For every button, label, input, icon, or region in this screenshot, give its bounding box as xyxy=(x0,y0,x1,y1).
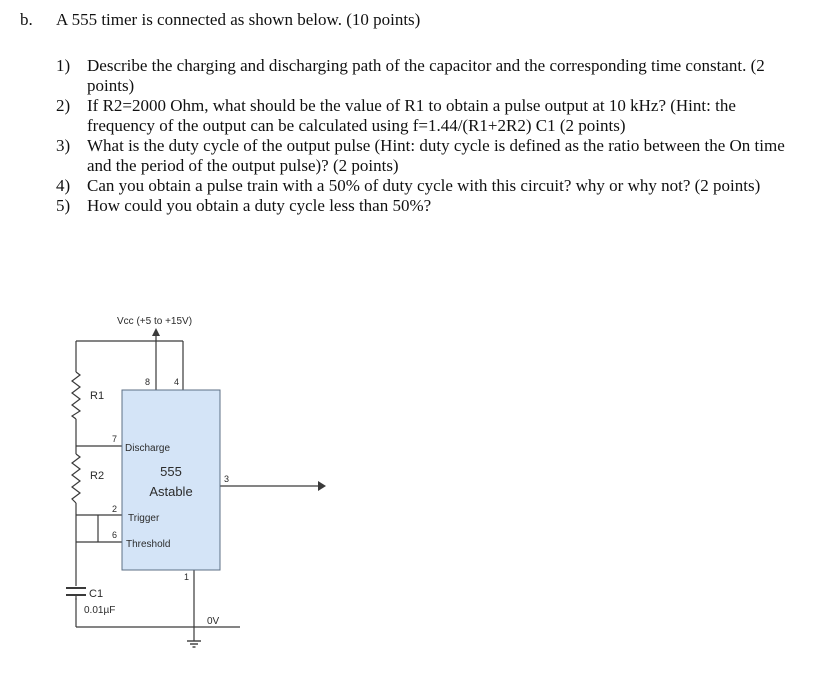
heading-text: A 555 timer is connected as shown below. (10 points) xyxy=(56,10,421,29)
r2-label: R2 xyxy=(90,470,105,482)
question-item xyxy=(56,176,801,196)
output-arrow-icon xyxy=(318,481,326,491)
question-item xyxy=(56,196,801,216)
question-number: 5) xyxy=(56,196,71,215)
question-number: 2) xyxy=(56,96,71,115)
question-text: What is the duty cycle of the output pulse (Hint: duty cycle is defined as the ratio between the On time and the period of the output pulse)? (2 points) xyxy=(87,136,785,175)
question-number: 3) xyxy=(56,136,71,155)
circuit-diagram xyxy=(0,300,813,684)
vcc-label: Vcc (+5 to +15V) xyxy=(117,316,193,327)
question-list xyxy=(56,56,801,216)
pin2-number: 2 xyxy=(112,504,118,514)
question-number: 4) xyxy=(56,176,71,195)
c1-label: C1 xyxy=(89,588,104,600)
question-text: How could you obtain a duty cycle less than 50%? xyxy=(87,196,432,215)
c1-capacitor-icon xyxy=(66,588,86,600)
question-text: Can you obtain a pulse train with a 50% of duty cycle with this circuit? why or why not? (2 points) xyxy=(87,176,761,195)
pin4-number: 4 xyxy=(174,377,180,387)
pin3-number: 3 xyxy=(224,474,230,484)
question-text: If R2=2000 Ohm, what should be the value of R1 to obtain a pulse output at 10 kHz? (Hint: the frequency of the output can be calculated using f=1.44/(R1+2R2) C1 (2 points) xyxy=(87,96,736,135)
question-heading xyxy=(20,10,420,30)
r1-resistor-icon xyxy=(72,372,80,419)
question-item xyxy=(56,56,801,96)
r1-label: R1 xyxy=(90,390,105,402)
question-item xyxy=(56,96,801,136)
trigger-pin-label: Trigger xyxy=(128,513,160,524)
pin7-number: 7 xyxy=(112,434,118,444)
ground-label: 0V xyxy=(207,616,220,627)
pin1-number: 1 xyxy=(184,572,190,582)
chip-title: 555 xyxy=(160,464,182,479)
heading-label: b. xyxy=(20,10,33,29)
ground-icon xyxy=(187,641,201,647)
r2-resistor-icon xyxy=(72,454,80,503)
chip-mode: Astable xyxy=(149,484,193,499)
c1-value: 0.01µF xyxy=(84,605,116,616)
question-item xyxy=(56,136,801,176)
discharge-pin-label: Discharge xyxy=(125,443,171,454)
pin8-number: 8 xyxy=(145,377,151,387)
vcc-arrow-icon xyxy=(152,328,160,336)
question-number: 1) xyxy=(56,56,71,75)
threshold-pin-label: Threshold xyxy=(126,539,171,550)
question-text: Describe the charging and discharging path of the capacitor and the corresponding time constant. (2 points) xyxy=(87,56,765,95)
pin6-number: 6 xyxy=(112,530,118,540)
